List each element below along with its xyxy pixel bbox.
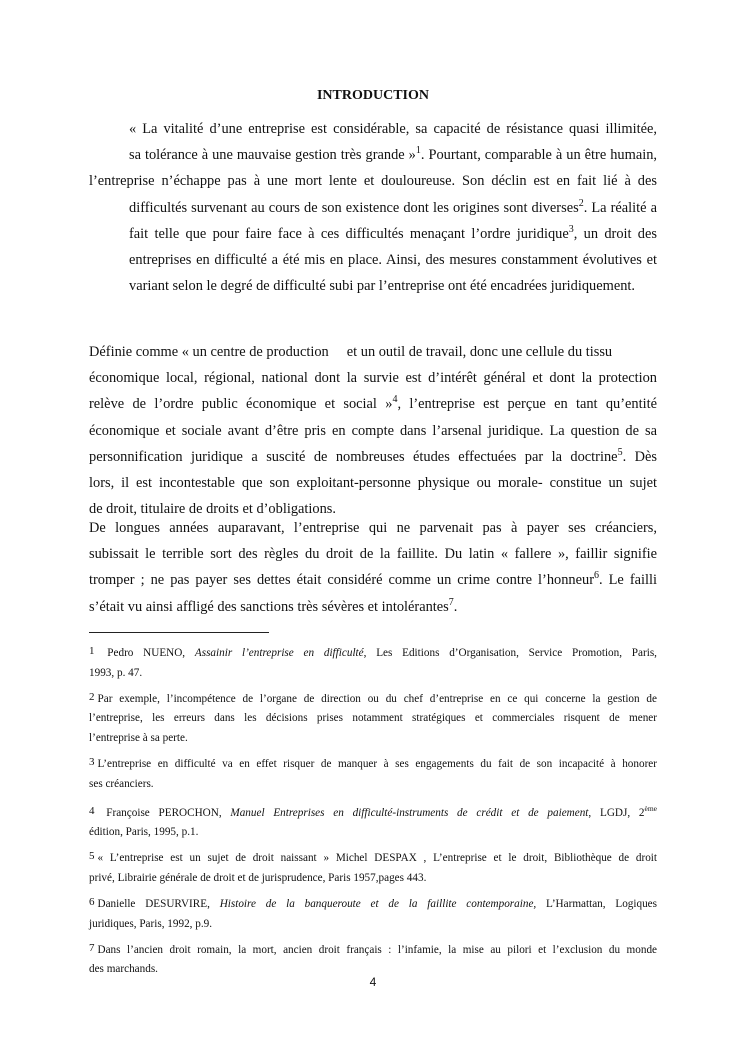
footnote-line: l’entreprise à sa perte. [89,731,188,744]
footnote-line: privé, Librairie générale de droit et de jurisprudence, Paris 1957,pages 443. [89,871,427,884]
footnote-7 [89,939,657,980]
text-line: difficultés survenant au cours de son existence dont les origines sont diverses$^2$. La réalité a [129,197,657,216]
footnote-line: 4 Françoise PEROCHON, Manuel Entreprises en difficulté-instruments de crédit et de paiement, LGDJ, 2ème [89,803,657,819]
footnote-line: 2 Par exemple, l’incompétence de l’organe de direction ou du chef d’entreprise en ce qui concerne la gestion de [89,690,657,705]
page-title: INTRODUCTION [316,88,429,103]
footnote-mark: 5 [89,850,95,863]
footnote-ref-6[interactable]: 6 [594,570,599,582]
text-line: lors, il est incontestable que son exploitant-personne physique ou morale- constitue un sujet [89,475,657,492]
footnote-line: des marchands. [89,963,158,976]
footnote-4 [89,799,657,843]
footnote-ref-7[interactable]: 7 [448,596,454,608]
footnote-ref-3[interactable]: 3 [568,224,574,236]
paragraph-enterprise-definition [89,339,657,522]
text-line: s’était vu ainsi affligé des sanctions très sévères et intolérantes$^7$. [89,596,458,615]
footnote-mark: 3 [89,755,95,768]
text-line: variant selon le degré de difficulté subi par l’entreprise ont été encadrées juridiquement. [129,278,636,295]
footnote-line: ses créanciers. [89,777,154,790]
footnote-mark: 6 [89,896,95,909]
text-line: tromper ; ne pas payer ses dettes était considéré comme un crime contre l’honneur$^6$. Le failli [89,570,657,589]
text-line: personnification juridique a suscité de nombreuses études effectuées par la doctrine$^5$. Dès [89,447,657,465]
text-line: fait telle que pour faire face à ces difficultés menaçant l’ordre juridique$^3$, un droit des [129,224,657,242]
paragraph-intro-vitality [89,116,657,299]
footnote-1 [89,642,657,683]
footnote-5 [89,847,657,888]
text-line: « La vitalité d’une entreprise est considérable, sa capacité de résistance quasi illimitée, [129,121,657,137]
text-line: subissait le terrible sort des règles du droit de la faillite. Du latin « fallere », faillir signifie [89,546,657,563]
footnote-ref-2[interactable]: 2 [578,197,584,209]
text-line: économique local, régional, national dont la survie est d’intérêt général et dont la protection [89,370,657,387]
footnote-mark: 4 [89,804,95,817]
footnote-ref-1[interactable]: 1 [415,145,421,157]
footnote-line: 5 « L’entreprise est un sujet de droit naissant » Michel DESPAX , L’entreprise et le droit, Bibliothèque de droit [89,850,657,865]
footnote-6 [89,893,657,934]
document-page [89,0,657,1053]
footnote-line: 7 Dans l’ancien droit romain, la mort, ancien droit français : l’infamie, la mise au pilori et l’exclusion du monde [89,941,657,956]
footnote-line: 3 L’entreprise en difficulté va en effet risquer de manquer à ses engagements du fait de son incapacité à honorer [89,755,657,770]
text-line: Définie comme « un centre de production et un outil de travail, donc une cellule du tissu [89,344,613,360]
footnote-line: édition, Paris, 1995, p.1. [89,826,199,839]
text-line: l’entreprise n’échappe pas à une mort lente et douloureuse. Son déclin est en fait lié à des [89,173,657,190]
footnote-mark: 1 [89,645,95,657]
text-line: de droit, titulaire de droits et d’obligations. [89,501,336,518]
paragraph-bankruptcy-history [89,515,657,620]
footnotes [89,642,657,984]
footnote-line: juridiques, Paris, 1992, p.9. [89,917,213,930]
footnote-mark: 2 [89,690,95,703]
footnote-2 [89,688,657,749]
footnote-ref-5[interactable]: 5 [617,447,623,459]
text-line: sa tolérance à une mauvaise gestion très grande »$^1$. Pourtant, comparable à un être humain, [129,145,657,164]
footnote-line: 1 Pedro NUENO, Assainir l’entreprise en difficulté, Les Editions d’Organisation, Service Promotion, Paris, [89,645,657,659]
footnote-line: 6 Danielle DESURVIRE, Histoire de la banqueroute et de la faillite contemporaine, L’Harmattan, Logiques [89,896,658,911]
footnote-ref-4[interactable]: 4 [392,394,398,406]
footnote-separator [89,632,269,633]
footnote-mark: 7 [89,941,95,954]
page-number: 4 [369,975,377,989]
text-line: De longues années auparavant, l’entreprise qui ne parvenait pas à payer ses créanciers, [89,520,657,536]
text-line: entreprises en difficulté a été mis en place. Ainsi, des mesures constamment évolutives et [129,252,657,269]
footnote-line: l’entreprise, les erreurs dans les décisions prises notamment stratégiques et commerciales risquent de mener [89,712,657,725]
footnote-3 [89,753,657,794]
text-line: relève de l’ordre public économique et social »$^4$, l’entreprise est perçue en tant qu’entité [89,394,657,413]
footnote-line: 1993, p. 47. [89,666,143,679]
text-line: économique et sociale avant d’être pris en compte dans l’arsenal juridique. La question de sa [89,422,657,439]
